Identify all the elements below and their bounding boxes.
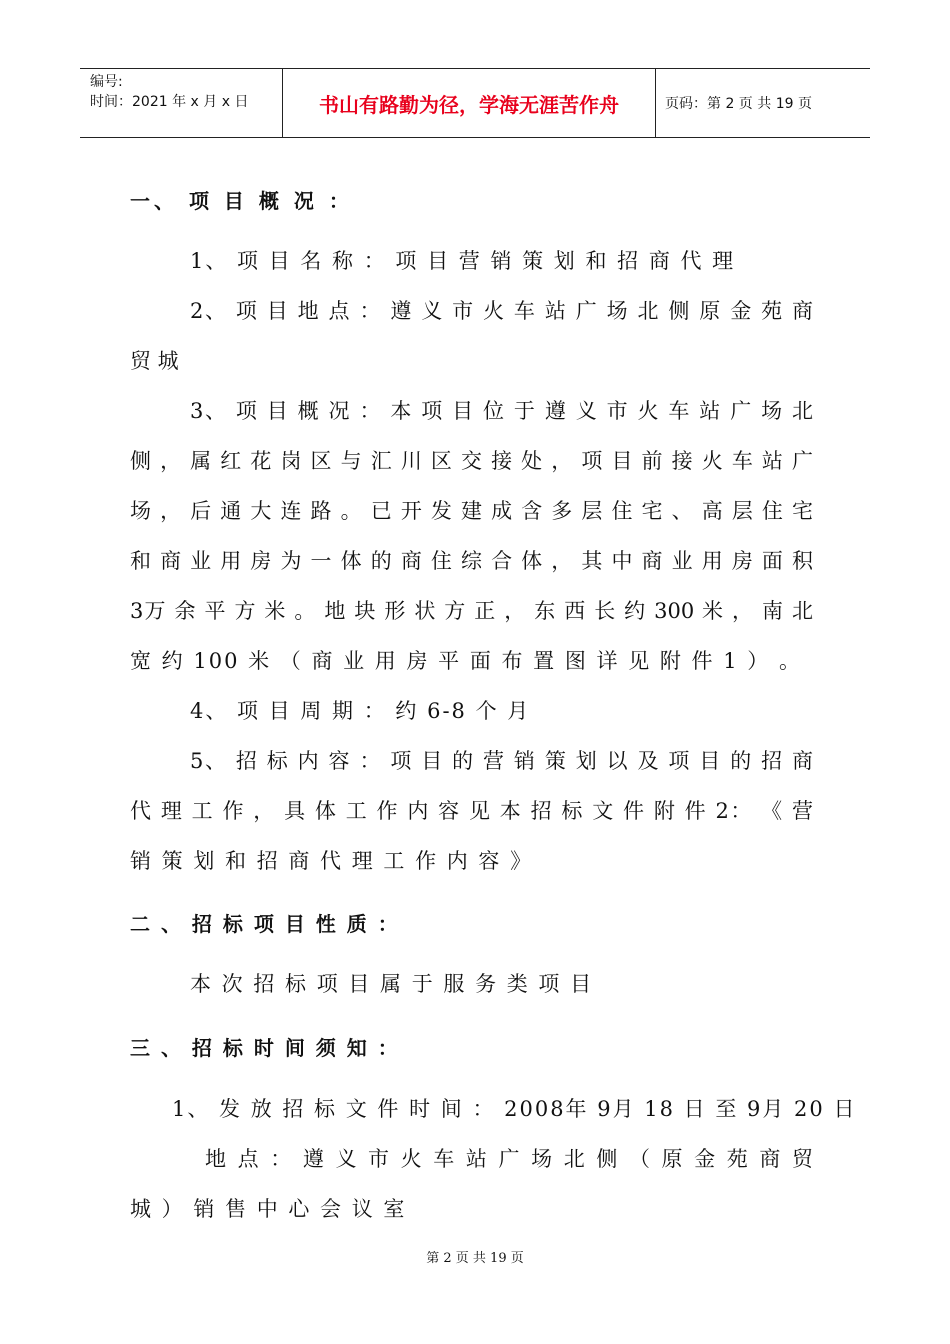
section-1-item-3-line-5: 3万 余 平 方 米 。 地 块 形 状 方 正 ， 东 西 长 约 300 米 ， 南 北 (130, 599, 813, 623)
page-footer: 第 2 页 共 19 页 (426, 1251, 524, 1266)
section-3-location: 地 点 ： 遵 义 市 火 车 站 广 场 北 侧 （ 原 金 苑 商 贸 (205, 1147, 813, 1171)
header-info-cell (80, 69, 282, 137)
page-header (80, 68, 870, 138)
header-page-number: 页码：第 2 页 共 19 页 (665, 96, 812, 112)
section-3-location-cont: 城 ） 销 售 中 心 会 议 室 (130, 1197, 407, 1221)
section-1-item-3-line-2: 侧 ， 属 红 花 岗 区 与 汇 川 区 交 接 处 ， 项 目 前 接 火 车 站 广 (130, 449, 813, 473)
section-1-item-3-line-3: 场 ， 后 通 大 连 路 。 已 开 发 建 成 含 多 层 住 宅 、 高 层 住 宅 (130, 499, 813, 523)
section-1-item-1: 1、 项 目 名 称 ： 项 目 营 销 策 划 和 招 商 代 理 (190, 249, 736, 273)
section-1-item-3-line-6: 宽 约 100 米 （ 商 业 用 房 平 面 布 置 图 详 见 附 件 1 ） 。 (130, 649, 802, 673)
header-motto-cell (282, 69, 656, 137)
document-date-label: 时间：2021 年 x 月 x 日 (90, 94, 249, 110)
section-3-item-1: 1、 发 放 招 标 文 件 时 间 ： 2008年 9月 18 日 至 9月 20 日 (172, 1097, 857, 1121)
document-number-label: 编号: (90, 74, 123, 90)
section-1-item-2-cont: 贸 城 (130, 349, 179, 373)
section-1-item-5-line-2: 代 理 工 作 ， 具 体 工 作 内 容 见 本 招 标 文 件 附 件 2： 《 营 (130, 799, 813, 823)
section-1-item-4: 4、 项 目 周 期 ： 约 6-8 个 月 (190, 699, 531, 723)
section-1-item-5: 5、 招 标 内 容 ： 项 目 的 营 销 策 划 以 及 项 目 的 招 商 (190, 749, 813, 773)
section-1-item-3: 3、 项 目 概 况 ： 本 项 目 位 于 遵 义 市 火 车 站 广 场 北 (190, 399, 813, 423)
section-1-item-5-line-3: 销 策 划 和 招 商 代 理 工 作 内 容 》 (130, 849, 534, 873)
section-2-heading: 二 、 招 标 项 目 性 质 ： (130, 912, 400, 936)
section-2-text: 本 次 招 标 项 目 属 于 服 务 类 项 目 (190, 972, 594, 996)
section-1-item-2: 2、 项 目 地 点 ： 遵 义 市 火 车 站 广 场 北 侧 原 金 苑 商 (190, 299, 813, 323)
section-3-heading: 三 、 招 标 时 间 须 知 ： (130, 1036, 400, 1060)
header-motto: 书山有路勤为径，学海无涯苦作舟 (319, 92, 619, 117)
section-1-item-3-line-4: 和 商 业 用 房 为 一 体 的 商 住 综 合 体 ， 其 中 商 业 用 房 面 积 (130, 549, 813, 573)
section-1-heading: 一、 项 目 概 况 ： (130, 189, 353, 213)
